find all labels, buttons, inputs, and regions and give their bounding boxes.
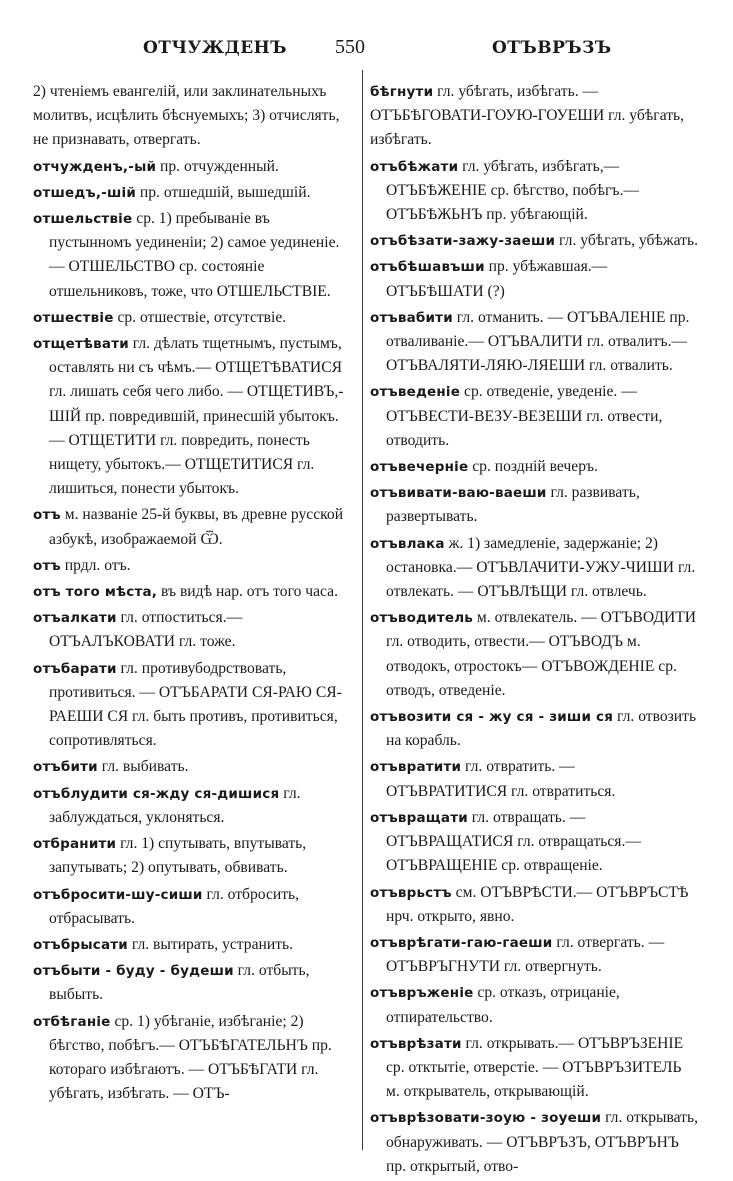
dictionary-entry bbox=[370, 481, 698, 529]
entry-headword: отъ bbox=[33, 507, 61, 524]
entry-headword: отъалкати bbox=[33, 610, 117, 627]
entry-headword: отбранити bbox=[33, 836, 117, 853]
entry-headword: отъврѣгати-гаю-гаеши bbox=[370, 934, 553, 951]
entry-definition: гл. выбивать. bbox=[97, 758, 189, 776]
dictionary-entry bbox=[33, 657, 353, 754]
running-head-right: ОТЪВРЪЗЪ bbox=[492, 38, 612, 58]
dictionary-entry bbox=[33, 181, 353, 205]
entry-headword: отъбѣзати-зажу-заеши bbox=[370, 233, 556, 250]
dictionary-entry bbox=[370, 80, 698, 153]
dictionary-entry bbox=[33, 959, 353, 1007]
dictionary-entry bbox=[33, 155, 353, 179]
entry-definition: гл. заблуждаться, уклоняться. bbox=[49, 784, 301, 826]
column-divider bbox=[362, 70, 363, 1150]
dictionary-entry bbox=[370, 606, 698, 703]
dictionary-entry bbox=[33, 832, 353, 880]
entry-headword: отъведеніе bbox=[370, 384, 461, 401]
dictionary-entry bbox=[33, 883, 353, 931]
entry-headword: отъбросити-шу-сиши bbox=[33, 886, 203, 903]
entry-definition: ср. 1) пребываніе въ пустынномъ уединеніи; 2) самое уединеніе.— ОТШЕЛЬСТВО ср. состояніе отшельниковъ, тоже, что ОТШЕЛЬСТВІЕ. bbox=[49, 210, 340, 300]
entry-headword: отъвивати-ваю-ваеши bbox=[370, 485, 547, 502]
entry-definition: гл. отвращать. — ОТЪВРАЩАТИСЯ гл. отвращаться.— ОТЪВРАЩЕНІЕ ср. отвращеніе. bbox=[386, 808, 641, 875]
entry-definition: ср. 1) убѣганіе, избѣганіе; 2) бѣгство, побѣгъ.— ОТЪБѢГАТЕЛЬНЪ пр. котораго избѣгаютъ. — ОТЪБѢГАТИ гл. убѣгать, избѣгать. — ОТЪ- bbox=[49, 1012, 332, 1103]
entry-headword: отъвратити bbox=[370, 759, 462, 776]
entry-definition: гл. дѣлать тщетнымъ, пустымъ, оставлять ни съ чѣмъ.— ОТЩЕТѢВАТИСЯ гл. лишать себя чего либо. — ОТЩЕТИВЪ,-ШІЙ пр. повредившій, принесшій убытокъ. — ОТЩЕТИТИ гл. повредить, понесть нищету, убытокъ.— ОТЩЕТИТИСЯ гл. лишиться, понести убытокъ. bbox=[49, 335, 344, 498]
entry-headword: отъбарати bbox=[33, 660, 117, 677]
dictionary-entry bbox=[370, 380, 698, 453]
dictionary-entry bbox=[370, 155, 698, 228]
entry-headword: отъбрысати bbox=[33, 936, 128, 953]
dictionary-entry bbox=[370, 755, 698, 803]
entry-headword: отшедъ,-шій bbox=[33, 184, 136, 201]
entry-headword: отшествіе bbox=[33, 309, 114, 326]
entry-definition: гл. отбыть, выбыть. bbox=[49, 962, 310, 1004]
dictionary-entry bbox=[33, 933, 353, 957]
entry-headword: отъвращати bbox=[370, 809, 468, 826]
entry-definition: пр. отчужденный. bbox=[156, 157, 279, 175]
entry-headword: отъвабити bbox=[370, 309, 453, 326]
entry-definition: гл. развивать, развертывать. bbox=[386, 484, 640, 526]
entry-definition: ср. поздній вечеръ. bbox=[468, 458, 598, 476]
dictionary-entry bbox=[370, 1032, 698, 1105]
entry-headword: отъ того мѣста, bbox=[33, 584, 158, 601]
entry-headword: отъбыти - буду - будеши bbox=[33, 963, 234, 980]
entry-definition: гл. отвозить на корабль. bbox=[386, 708, 697, 750]
entry-definition: въ видѣ нар. отъ того часа. bbox=[157, 583, 338, 601]
dictionary-entry bbox=[370, 1106, 698, 1179]
entry-headword: бѣгнути bbox=[370, 84, 434, 100]
entry-definition: ср. отшествіе, отсутствіе. bbox=[113, 308, 287, 326]
entry-headword: отъвечерніе bbox=[370, 459, 469, 476]
entry-headword: отъвлака bbox=[370, 535, 445, 552]
dictionary-entry bbox=[370, 705, 698, 753]
entry-definition: гл. открывать.— ОТЪВРЪЗЕНІЕ ср. отктытіе, отверстіе. — ОТЪВРЪЗИТЕЛЬ м. открыватель, открывающій. bbox=[386, 1034, 684, 1101]
dictionary-entry bbox=[33, 782, 353, 830]
entry-definition: гл. убѣгать, избѣгать. — ОТЪБѢГОВАТИ-ГОУЮ-ГОУЕШИ гл. убѣгать, избѣгать. bbox=[370, 83, 685, 149]
dictionary-entry bbox=[33, 503, 353, 551]
dictionary-entry bbox=[370, 306, 698, 379]
entry-definition: гл. убѣгать, убѣжать. bbox=[555, 232, 698, 250]
entry-headword: отъвръженіе bbox=[370, 985, 474, 1002]
dictionary-entry bbox=[370, 532, 698, 605]
entry-headword: отъврьстъ bbox=[370, 884, 452, 901]
entry-definition: пр. отшедшій, вышедшій. bbox=[136, 183, 311, 201]
dictionary-entry bbox=[33, 606, 353, 654]
entry-definition: м. названіе 25-й буквы, въ древне русской азбукѣ, изображаемой Ѿ. bbox=[49, 506, 344, 548]
entry-headword: отъбѣшавъши bbox=[370, 259, 485, 276]
dictionary-entry bbox=[370, 229, 698, 253]
entry-headword: отъвозити ся - жу ся - зиши ся bbox=[370, 709, 614, 726]
entry-definition: пр. убѣжавшая.— ОТЪБѢШАТИ (?) bbox=[386, 258, 608, 300]
dictionary-entry bbox=[33, 580, 353, 604]
entry-definition: гл. отпоститься.— ОТЪАЛЪКОВАТИ гл. тоже. bbox=[49, 609, 243, 651]
entry-headword: отшельствіе bbox=[33, 211, 133, 228]
entry-headword: отъврѣзати bbox=[370, 1035, 462, 1052]
dictionary-entry bbox=[370, 806, 698, 879]
entry-headword: отъбѣжати bbox=[370, 158, 459, 175]
page-number: 550 bbox=[335, 36, 365, 58]
entry-headword: отчужденъ,-ый bbox=[33, 158, 157, 175]
dictionary-entry bbox=[33, 332, 353, 501]
dictionary-entry bbox=[370, 981, 698, 1029]
entry-definition: ср. отказъ, отрицаніе, отпирательство. bbox=[386, 984, 620, 1026]
dictionary-entry bbox=[33, 1010, 353, 1107]
entry-definition: гл. отбросить, отбрасывать. bbox=[49, 885, 300, 927]
entry-definition: 2) чтеніемъ евангелій, или заклинательныхъ молитвъ, исцѣлить бѣснуемыхъ; 3) отчислять, не признавать, отвергать. bbox=[33, 83, 340, 149]
dictionary-entry bbox=[370, 455, 698, 479]
entry-definition: гл. вытирать, устранить. bbox=[127, 935, 294, 953]
entry-headword: отъблудити ся-жду ся-дишися bbox=[33, 785, 280, 802]
entry-definition: гл. отвратить. — ОТЪВРАТИТИСЯ гл. отвратиться. bbox=[386, 758, 616, 800]
dictionary-entry bbox=[33, 554, 353, 578]
entry-definition: м. отвлекатель. — ОТЪВОДИТИ гл. отводить, отвести.— ОТЪВОДЪ м. отводокъ, отростокъ— ОТЪВОЖДЕНІЕ ср. отводъ, отведеніе. bbox=[386, 609, 697, 699]
entry-definition: ж. 1) замедленіе, задержаніе; 2) остановка.— ОТЪВЛАЧИТИ-УЖУ-ЧИШИ гл. отвлекать. — ОТЪВЛѢЩИ гл. отвлечь. bbox=[386, 534, 696, 601]
dictionary-entry bbox=[370, 255, 698, 303]
entry-headword: отъводитель bbox=[370, 610, 474, 627]
entry-definition: гл. убѣгать, избѣгать,— ОТЪБѢЖЕНІЕ ср. бѣгство, побѣгъ.— ОТЪБѢЖЬНЪ пр. убѣгающій. bbox=[386, 157, 639, 224]
entry-definition: гл. 1) спутывать, впутывать, запутывать; 2) опутывать, обвивать. bbox=[49, 835, 307, 877]
right-column bbox=[370, 80, 698, 1181]
dictionary-entry bbox=[370, 931, 698, 979]
dictionary-entry bbox=[33, 80, 353, 153]
entry-definition: гл. противубодрствовать, противиться. — ОТЪБАРАТИ СЯ-РАЮ СЯ-РАЕШИ СЯ гл. быть противъ, противиться, сопротивляться. bbox=[49, 659, 342, 750]
left-column bbox=[33, 80, 353, 1108]
running-head-left: ОТЧУЖДЕНЪ bbox=[143, 38, 287, 58]
entry-definition: см. ОТЪВРѢСТИ.— ОТЪВРЪСТѢ нрч. открыто, явно. bbox=[386, 883, 689, 925]
entry-headword: отъбити bbox=[33, 759, 98, 776]
entry-headword: отбѣганіе bbox=[33, 1013, 111, 1030]
dictionary-entry bbox=[33, 306, 353, 330]
entry-headword: отщетѣвати bbox=[33, 336, 129, 353]
dictionary-entry bbox=[370, 881, 698, 929]
entry-definition: гл. открывать, обнаруживать. — ОТЪВРЪЗЪ, ОТЪВРЪНЪ пр. открытый, отво- bbox=[386, 1109, 699, 1175]
dictionary-entry bbox=[33, 755, 353, 779]
dictionary-entry bbox=[33, 207, 353, 304]
entry-headword: отъврѣзовати-зоую - зоуеши bbox=[370, 1110, 602, 1127]
entry-definition: гл. отвергать. — ОТЪВРЪГНУТИ гл. отвергнуть. bbox=[386, 933, 665, 976]
entry-definition: гл. отманить. — ОТЪВАЛЕНІЕ пр. отваливаніе.— ОТЪВАЛИТИ гл. отвалитъ.— ОТЪВАЛЯТИ-ЛЯЮ-ЛЯЕШИ гл. отвалить. bbox=[386, 308, 690, 375]
entry-headword: отъ bbox=[33, 557, 61, 574]
entry-definition: ср. отведеніе, уведеніе. — ОТЪВЕСТИ-ВЕЗУ-ВЕЗЕШИ гл. отвести, отводить. bbox=[386, 383, 663, 449]
entry-definition: прдл. отъ. bbox=[60, 556, 131, 574]
